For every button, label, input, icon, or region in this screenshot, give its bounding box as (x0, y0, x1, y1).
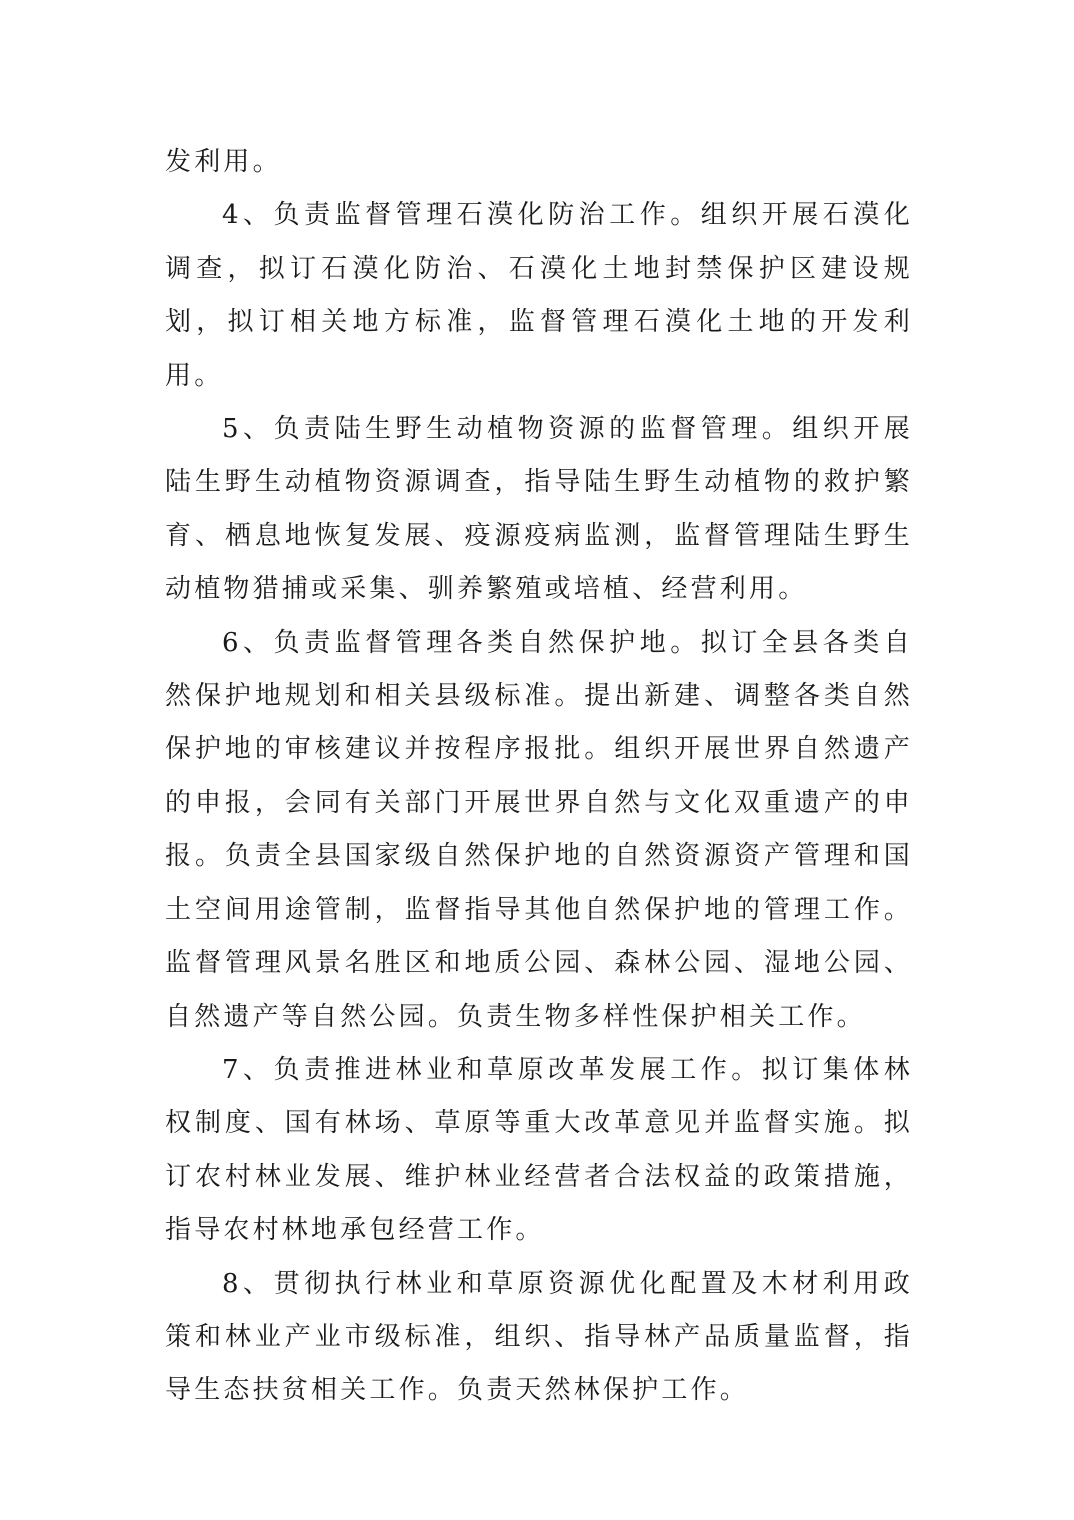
paragraph-item-8: 8、贯彻执行林业和草原资源优化配置及木材利用政策和林业产业市级标准，组织、指导林产品质量监督，指导生态扶贫相关工作。负责天然林保护工作。 (165, 1268, 913, 1406)
paragraph-continuation: 发利用。 (165, 147, 282, 177)
paragraph-item-7: 7、负责推进林业和草原改革发展工作。拟订集体林权制度、国有林场、草原等重大改革意见并监督实施。拟订农村林业发展、维护林业经营者合法权益的政策措施，指导农村林地承包经营工作。 (165, 1054, 913, 1246)
paragraph-item-4: 4、负责监督管理石漠化防治工作。组织开展石漠化调查，拟订石漠化防治、石漠化土地封禁保护区建设规划，拟订相关地方标准，监督管理石漠化土地的开发利用。 (165, 200, 913, 391)
paragraph-item-6: 6、负责监督管理各类自然保护地。拟订全县各类自然保护地规划和相关县级标准。提出新建、调整各类自然保护地的审核建议并按程序报批。组织开展世界自然遗产的申报，会同有关部门开展世界自然与文化双重遗产的申报。负责全县国家级自然保护地的自然资源资产管理和国土空间用途管制，监督指导其他自然保护地的管理工作。监督管理风景名胜区和地质公园、森林公园、湿地公园、自然遗产等自然公园。负责生物多样性保护相关工作。 (165, 627, 913, 1032)
document-body (165, 136, 913, 1418)
paragraph-item-5: 5、负责陆生野生动植物资源的监督管理。组织开展陆生野生动植物资源调查，指导陆生野生动植物的救护繁育、栖息地恢复发展、疫源疫病监测，监督管理陆生野生动植物猎捕或采集、驯养繁殖或培植、经营利用。 (165, 414, 913, 605)
